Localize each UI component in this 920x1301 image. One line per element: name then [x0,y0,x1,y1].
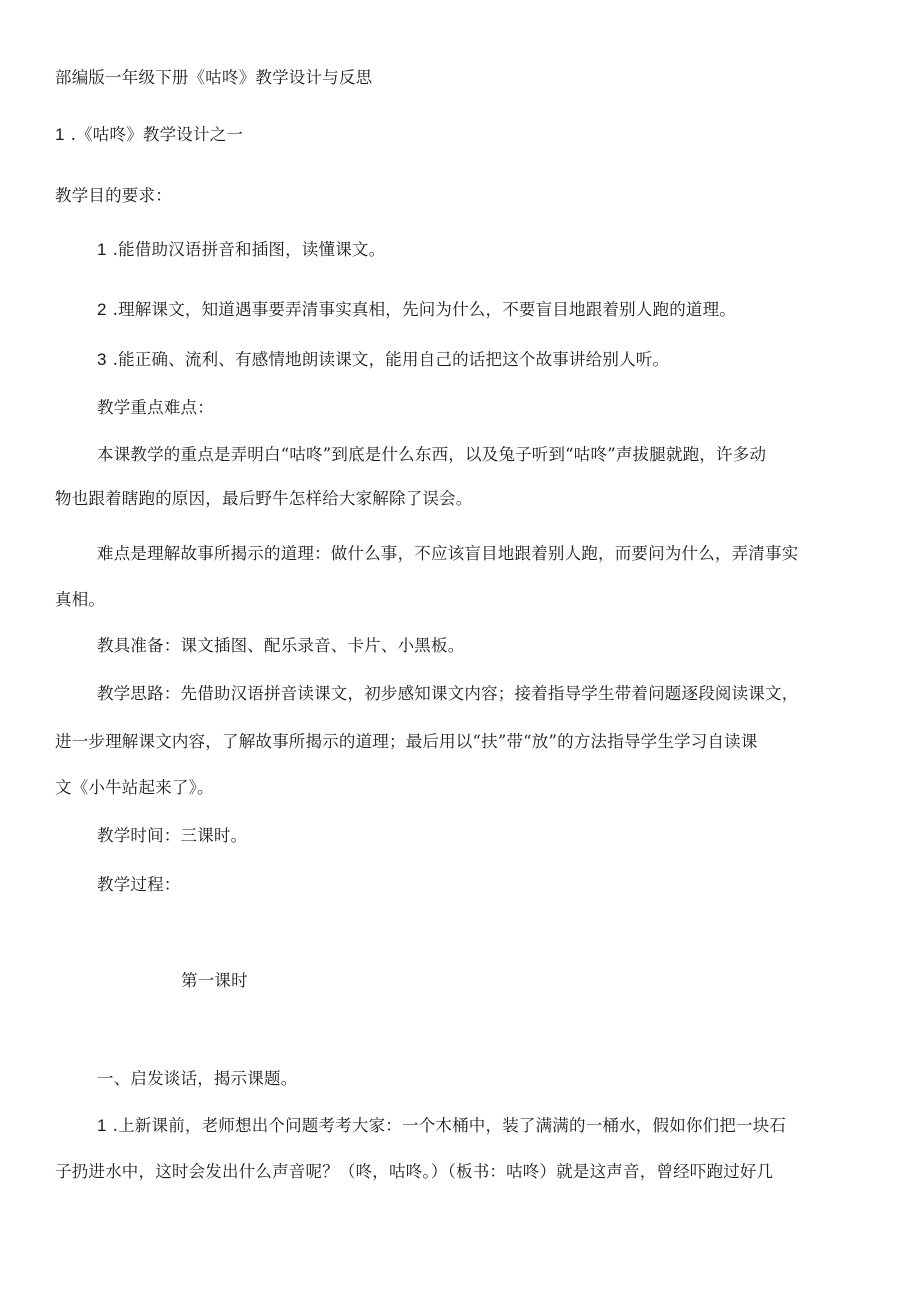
objective-item [97,299,736,321]
objectives-heading: 教学目的要求： [55,186,172,205]
section-number: 1 [55,125,65,144]
paragraph-line: 教学思路：先借助汉语拼音读课文，初步感知课文内容；接着指导学生带着问题逐段阅读课文， [97,684,799,703]
step-item-number: 1 [97,1116,107,1135]
paragraph-line: 难点是理解故事所揭示的道理：做什么事，不应该盲目地跟着别人跑，而要问为什么，弄清事实 [97,544,799,563]
objective-text: .理解课文，知道遇事要弄清事实真相，先问为什么，不要盲目地跟着别人跑的道理。 [112,300,737,319]
objective-number: 2 [97,300,107,319]
keypoints-heading: 教学重点难点： [97,398,214,417]
paragraph-line: 文《小牛站起来了》。 [55,778,214,797]
objective-text: .能借助汉语拼音和插图，读懂课文。 [112,240,386,259]
document-title: 部编版一年级下册《咕咚》教学设计与反思 [55,68,373,87]
objective-item [97,239,385,261]
objective-text: .能正确、流利、有感情地朗读课文，能用自己的话把这个故事讲给别人听。 [112,350,670,369]
paragraph-line: 真相。 [55,590,106,609]
paragraph-line: 进一步理解课文内容，了解故事所揭示的道理；最后用以“扶”带“放”的方法指导学生学习自读课 [55,732,758,751]
time-line: 教学时间：三课时。 [97,826,248,845]
section-heading [55,124,243,146]
step-item-text: .上新课前，老师想出个问题考考大家：一个木桶中，装了满满的一桶水，假如你们把一块石 [112,1116,787,1135]
paragraph-line: 物也跟着瞎跑的原因，最后野牛怎样给大家解除了误会。 [55,489,473,508]
process-heading: 教学过程： [97,875,181,894]
paragraph-line: 子扔进水中，这时会发出什么声音呢？（咚，咕咚。）（板书：咕咚）就是这声音，曾经吓跑过好几 [55,1162,774,1181]
lesson-heading: 第一课时 [181,971,248,990]
materials-line: 教具准备：课文插图、配乐录音、卡片、小黑板。 [97,636,465,655]
objective-number: 1 [97,240,107,259]
section-title: .《咕咚》教学设计之一 [70,125,244,144]
objective-item [97,349,669,371]
paragraph-line: 本课教学的重点是弄明白“咕咚”到底是什么东西，以及兔子听到“咕咚”声拔腿就跑，许多动 [97,445,767,464]
objective-number: 3 [97,350,107,369]
step-item [97,1115,786,1137]
step-heading: 一、启发谈话，揭示课题。 [97,1069,298,1088]
